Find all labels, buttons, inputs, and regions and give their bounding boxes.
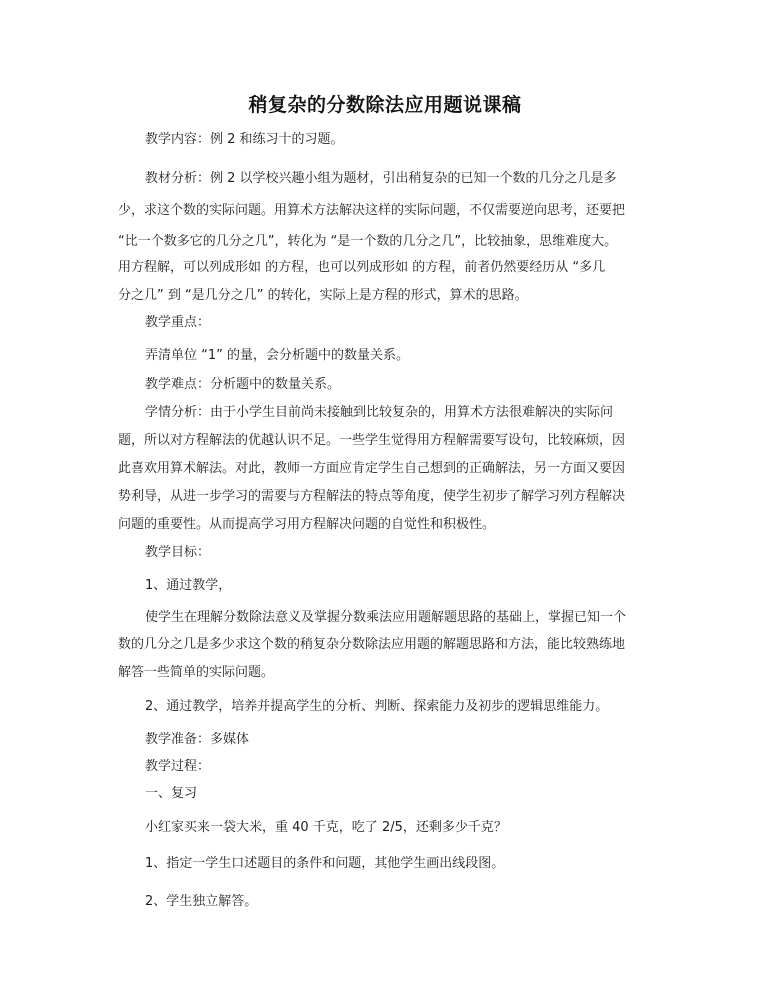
paragraph-line: 使学生在理解分数除法意义及掌握分数乘法应用题解题思路的基础上，掌握已知一个 xyxy=(145,610,627,625)
paragraph-line: 此喜欢用算术解法。对此，教师一方面应肯定学生自己想到的正确解法，另一方面又要因 xyxy=(118,461,626,476)
paragraph-line: 学情分析：由于小学生目前尚未接触到比较复杂的，用算术方法很难解决的实际问 xyxy=(145,405,614,420)
paragraph-line: 解答一些简单的实际问题。 xyxy=(118,665,275,680)
paragraph-line: 问题的重要性。从而提高学习用方程解决问题的自觉性和积极性。 xyxy=(118,517,496,532)
paragraph-line: 教材分析：例 2 以学校兴趣小组为题材，引出稍复杂的已知一个数的几分之几是多 xyxy=(145,171,617,186)
paragraph-line: 1、通过教学， xyxy=(145,578,232,593)
paragraph-line: 教学内容：例 2 和练习十的习题。 xyxy=(145,132,344,147)
paragraph-line: 分之几” 到 “是几分之几” 的转化，实际上是方程的形式，算术的思路。 xyxy=(118,288,528,303)
paragraph-line: 1、指定一学生口述题目的条件和问题，其他学生画出线段图。 xyxy=(145,856,505,871)
paragraph-line: 数的几分之几是多少求这个数的稍复杂分数除法应用题的解题思路和方法，能比较熟练地 xyxy=(118,637,626,652)
paragraph-line: 教学目标： xyxy=(145,545,211,560)
paragraph-line: 2、通过教学，培养并提高学生的分析、判断、探索能力及初步的逻辑思维能力。 xyxy=(145,699,609,714)
paragraph-line: 小红家买来一袋大米，重 40 千克，吃了 2/5，还剩多少千克？ xyxy=(145,820,507,835)
paragraph-line: 教学过程： xyxy=(145,759,211,774)
paragraph-line: 2、学生独立解答。 xyxy=(145,894,258,909)
paragraph-line: 用方程解，可以列成形如 的方程，也可以列成形如 的方程，前者仍然要经历从 “多几 xyxy=(118,260,606,275)
paragraph-line: 弄清单位 “1” 的量，会分析题中的数量关系。 xyxy=(145,348,410,363)
paragraph-line: 教学重点： xyxy=(145,315,211,330)
document-title: 稍复杂的分数除法应用题说课稿 xyxy=(248,94,522,116)
paragraph-line: 一、复习 xyxy=(145,786,198,801)
paragraph-line: 教学准备：多媒体 xyxy=(145,732,250,747)
paragraph-line: “比一个数多它的几分之几”，转化为 “是一个数的几分之几”，比较抽象，思维难度大。 xyxy=(118,234,618,249)
paragraph-line: 题，所以对方程解法的优越认识不足。一些学生觉得用方程解需要写设句，比较麻烦，因 xyxy=(118,433,626,448)
paragraph-line: 势利导，从进一步学习的需要与方程解法的特点等角度，使学生初步了解学习列方程解决 xyxy=(118,489,626,504)
paragraph-line: 少，求这个数的实际问题。用算术方法解决这样的实际问题，不仅需要逆向思考，还要把 xyxy=(118,203,626,218)
paragraph-line: 教学难点：分析题中的数量关系。 xyxy=(145,377,341,392)
